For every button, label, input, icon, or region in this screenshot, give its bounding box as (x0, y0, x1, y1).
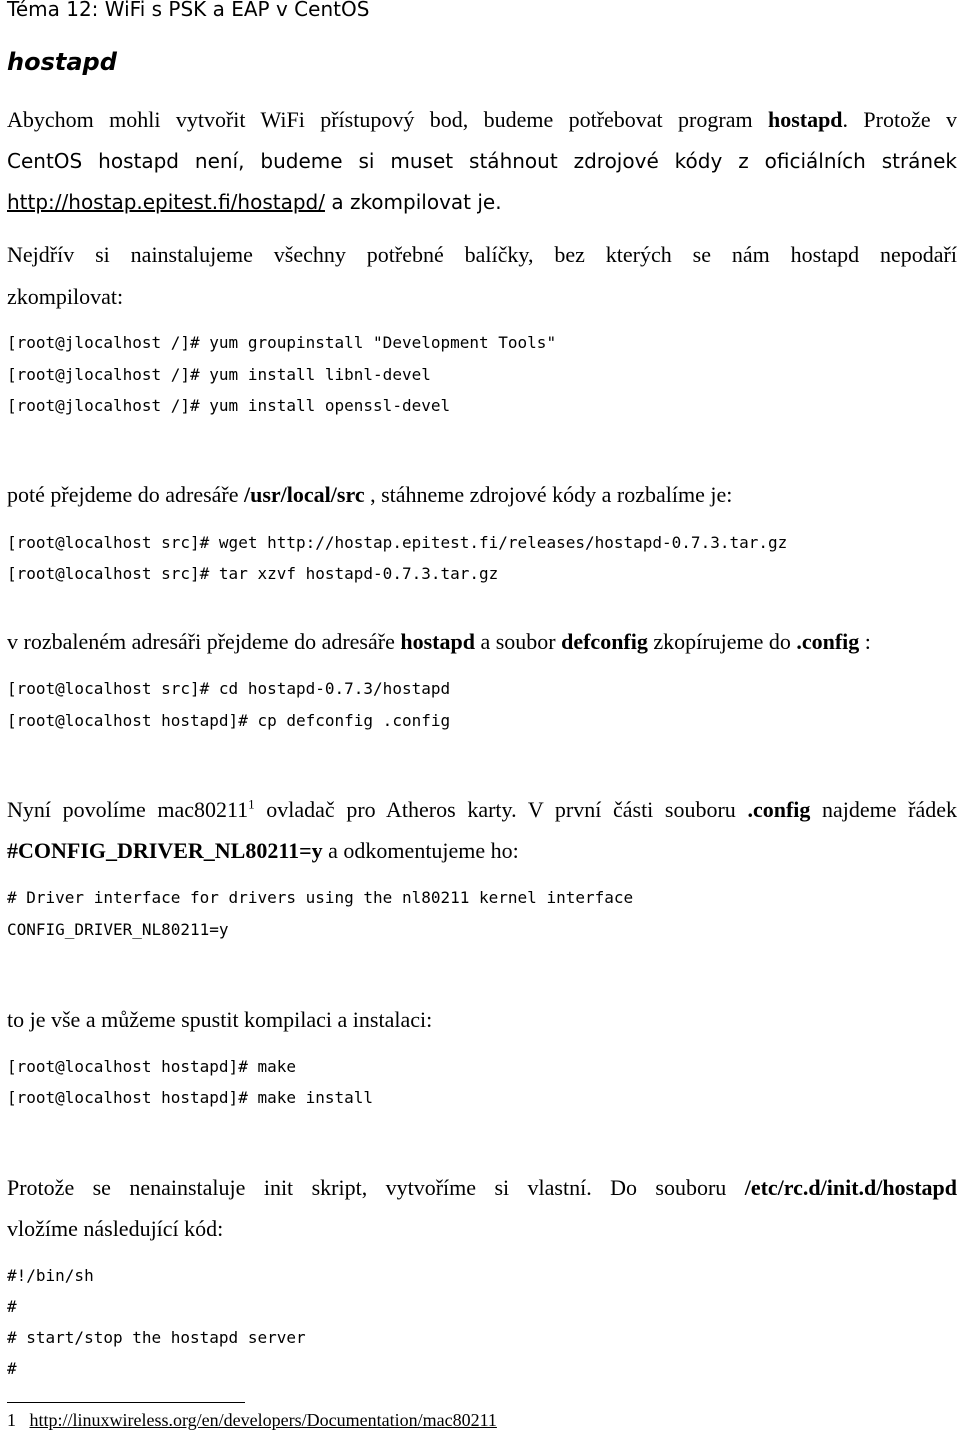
code-line: [root@localhost src]# tar xzvf hostapd-0.7.3.tar.gz (7, 564, 499, 583)
code-line: # (7, 1297, 17, 1316)
config-copy-text: v rozbaleném adresáři přejdeme do adresáře hostapd a soubor defconfig zkopírujeme do .config : (7, 629, 871, 654)
deps-line-2: zkompilovat: (7, 284, 124, 309)
code-line: # start/stop the hostapd server (7, 1328, 306, 1347)
section-heading: hostapd (7, 48, 117, 76)
deps-line-1: Nejdřív si nainstalujeme všechny potřebné balíčky, bez kterých se nám hostapd nepodaří (7, 242, 957, 267)
code-line: # Driver interface for drivers using the nl80211 kernel interface (7, 888, 634, 907)
program-name: hostapd (767, 107, 843, 132)
footnote-ref: 1 (248, 796, 255, 812)
code-line: [root@jlocalhost /]# yum install openssl-devel (7, 396, 451, 415)
code-line: CONFIG_DRIVER_NL80211=y (7, 920, 229, 939)
init-line-1: Protože se nenainstaluje init skript, vytvoříme si vlastní. Do souboru /etc/rc.d/init.d/hostapd (7, 1175, 957, 1200)
download-text: poté přejdeme do adresáře /usr/local/src , stáhneme zdrojové kódy a rozbalíme je: (7, 482, 733, 507)
code-line: [root@jlocalhost /]# yum install libnl-devel (7, 365, 431, 384)
driver-line-1: Nyní povolíme mac80211$^1$ ovladač pro Atheros karty. V první části souboru .config najdeme řádek (7, 796, 958, 822)
code-line: [root@localhost src]# cd hostapd-0.7.3/hostapd (7, 679, 451, 698)
code-line: [root@localhost hostapd]# make install (7, 1088, 374, 1107)
code-line: [root@localhost src]# wget http://hostap.epitest.fi/releases/hostapd-0.7.3.tar.gz (7, 533, 788, 552)
code-line: [root@jlocalhost /]# yum groupinstall "Development Tools" (7, 333, 557, 352)
compile-text: to je vše a můžeme spustit kompilaci a instalaci: (7, 1007, 433, 1032)
footnote-link[interactable]: http://linuxwireless.org/en/developers/Documentation/mac80211 (29, 1410, 497, 1430)
footnote (7, 1410, 497, 1431)
code-line: [root@localhost hostapd]# make (7, 1057, 296, 1076)
code-line: #!/bin/sh (7, 1266, 94, 1285)
driver-line-2: #CONFIG_DRIVER_NL80211=y a odkomentujeme ho: (7, 838, 519, 863)
footnote-number: 1 (7, 1410, 16, 1430)
intro-line-1: Abychom mohli vytvořit WiFi přístupový bod, budeme potřebovat program hostapd. Protože v (7, 107, 957, 132)
code-line: [root@localhost hostapd]# cp defconfig .config (7, 711, 451, 730)
intro-line-3: http://hostap.epitest.fi/hostapd/ a zkompilovat je. (7, 190, 502, 214)
code-line: # (7, 1359, 17, 1378)
init-line-2: vložíme následující kód: (7, 1216, 224, 1241)
page-title: Téma 12: WiFi s PSK a EAP v CentOS (7, 0, 370, 21)
footnote-separator (7, 1402, 245, 1403)
intro-line-2: CentOS hostapd není, budeme si muset stáhnout zdrojové kódy z oficiálních stránek (7, 149, 957, 173)
hostapd-link[interactable]: http://hostap.epitest.fi/hostapd/ (7, 190, 325, 214)
